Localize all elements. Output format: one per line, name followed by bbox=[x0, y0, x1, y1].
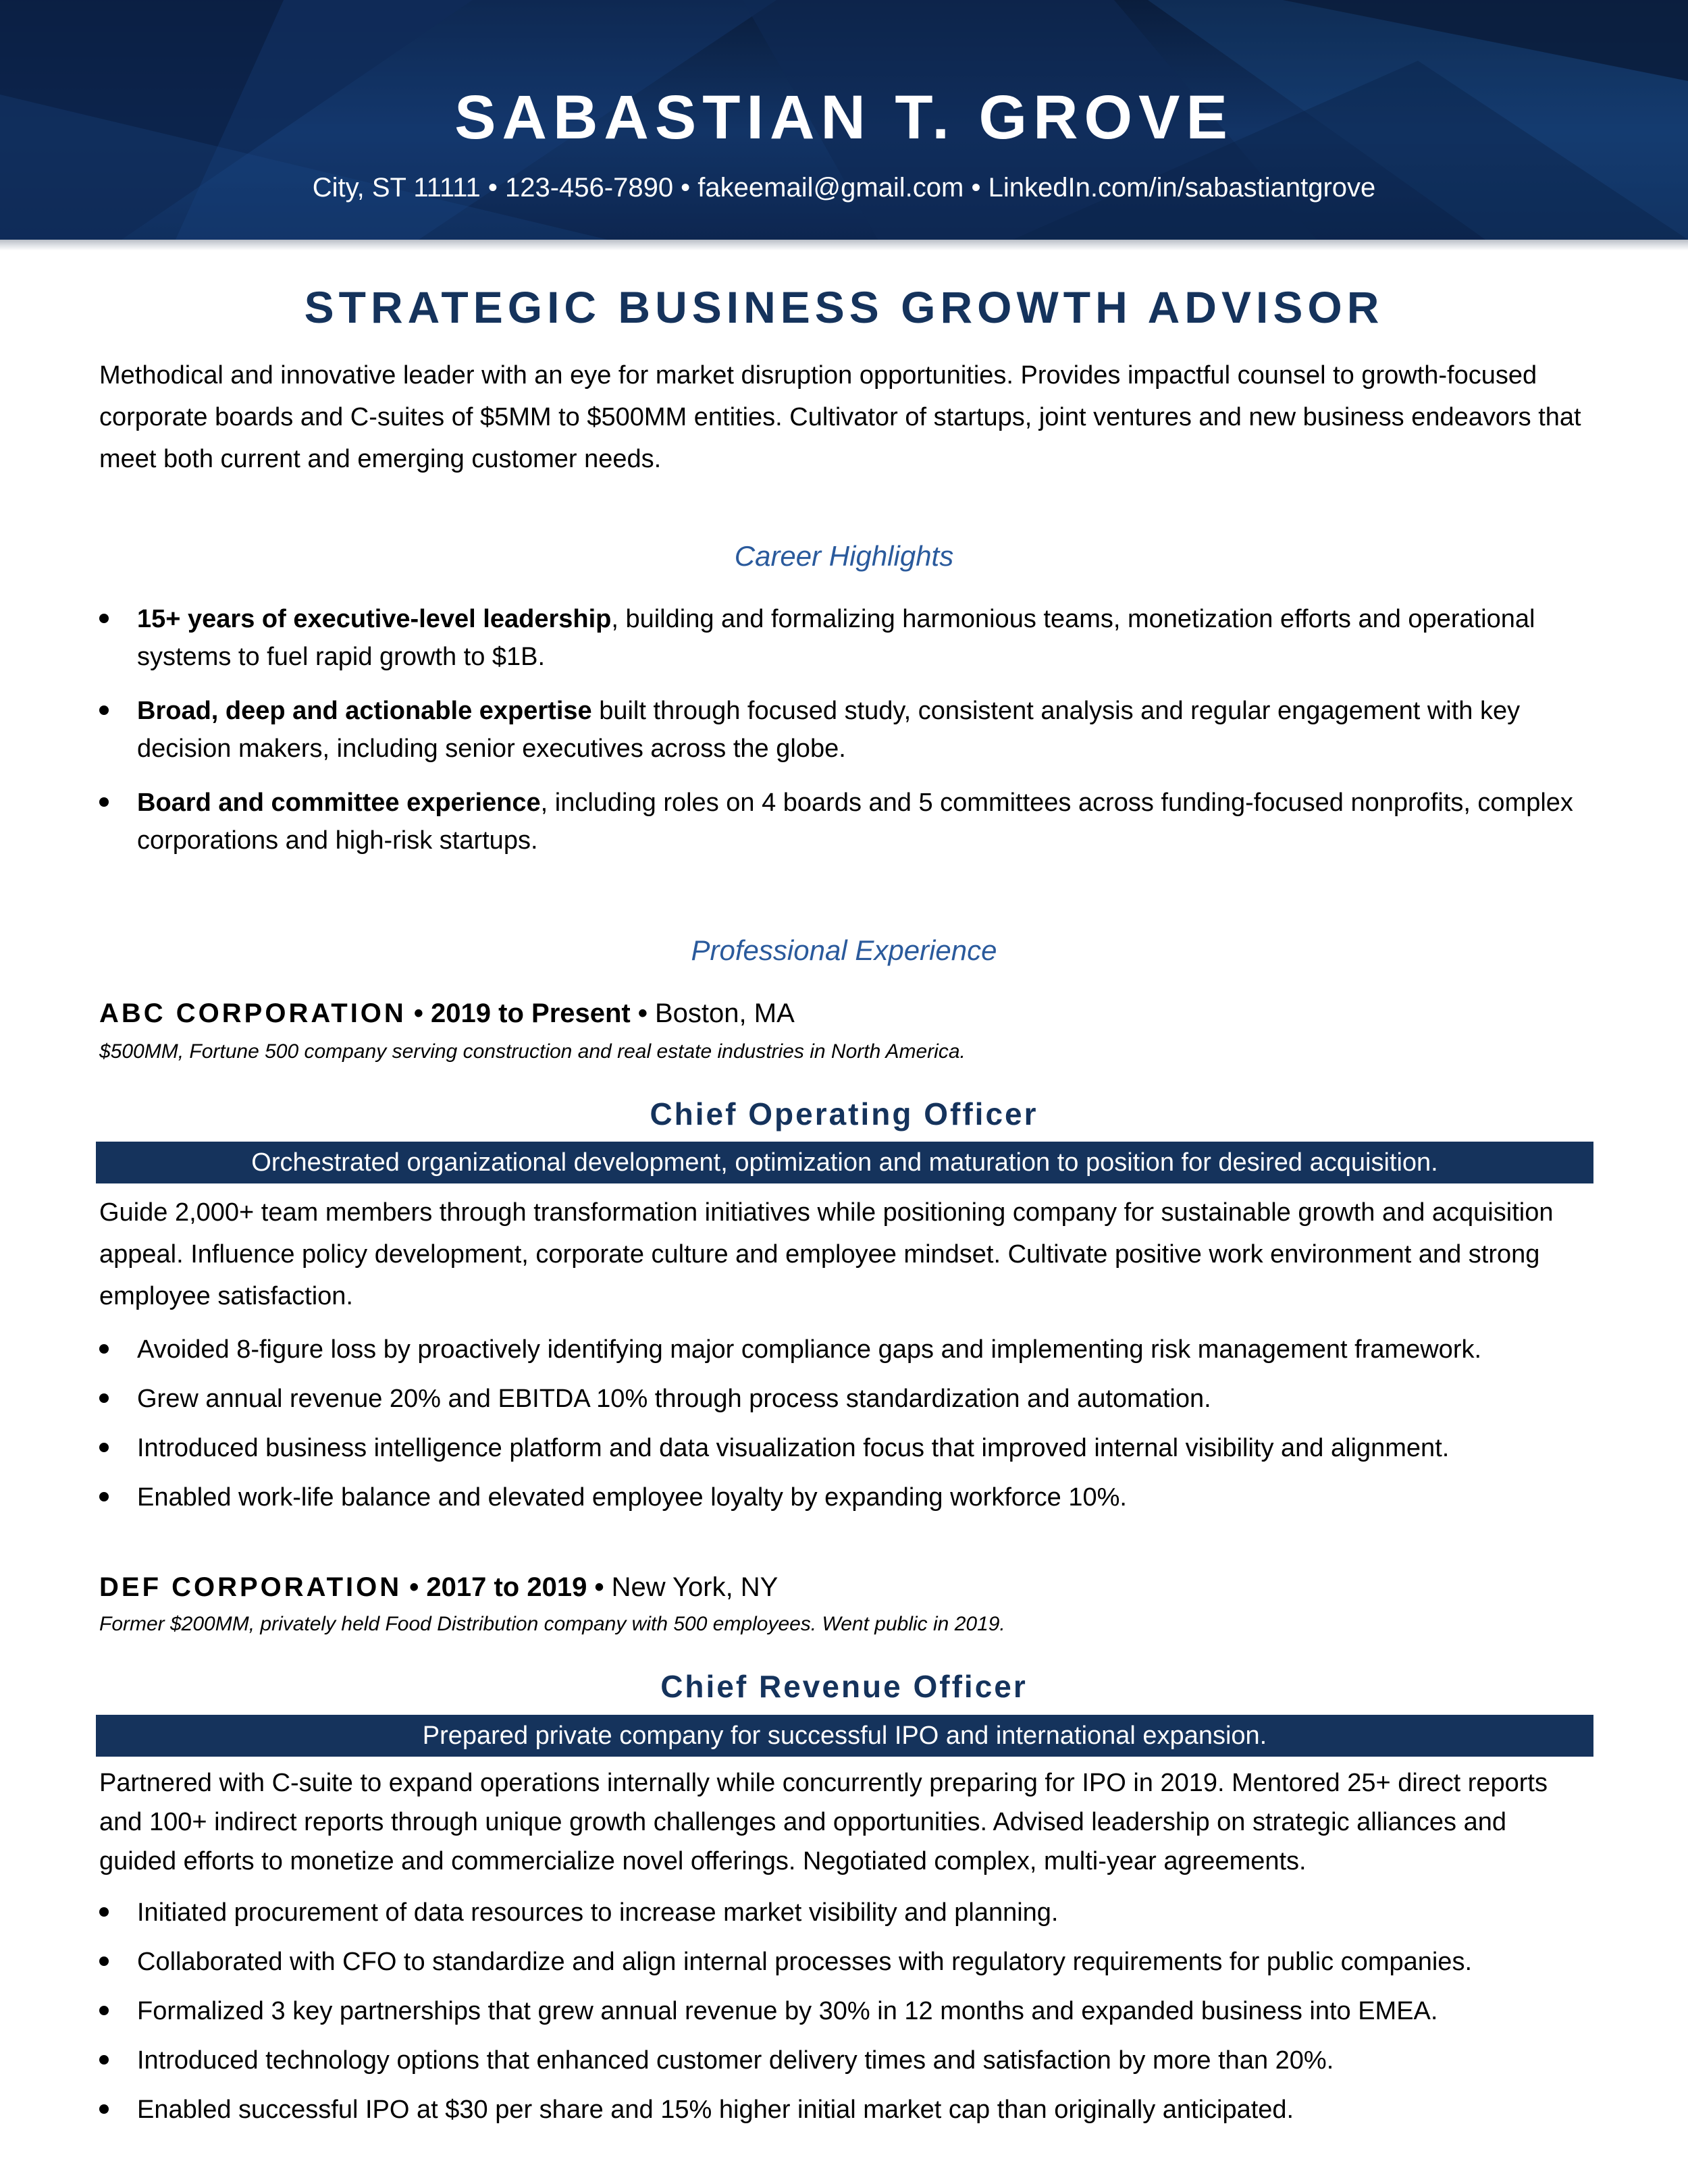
company-description: Former $200MM, privately held Food Distribution company with 500 employees. Went public in 2019. bbox=[99, 1613, 1005, 1635]
highlight-text: , including roles on 4 boards and 5 committees across funding-focused nonprofits, complex corporations and high-risk startups. bbox=[137, 789, 1573, 855]
achievement-item: Formalized 3 key partnerships that grew annual revenue by 30% in 12 months and expanded business into EMEA. bbox=[99, 1992, 1591, 2030]
job-heading: ABC CORPORATION • 2019 to Present • Boston, MA bbox=[99, 998, 795, 1028]
highlight-text: , building and formalizing harmonious teams, monetization efforts and operational systems to fuel rapid growth to $1B. bbox=[137, 605, 1535, 671]
job-dates: 2019 to Present bbox=[431, 998, 631, 1028]
achievement-item: Introduced business intelligence platform and data visualization focus that improved internal visibility and alignment. bbox=[99, 1429, 1591, 1467]
job-location: New York, NY bbox=[611, 1572, 779, 1602]
highlight-bold: Broad, deep and actionable expertise bbox=[137, 697, 592, 725]
career-highlights-list bbox=[99, 600, 1591, 876]
section-title-career-highlights: Career Highlights bbox=[734, 540, 954, 572]
highlight-bold: Board and committee experience bbox=[137, 789, 541, 817]
job-achievements-list bbox=[99, 1331, 1591, 1528]
job-location: Boston, MA bbox=[654, 998, 795, 1028]
achievement-item: Avoided 8-figure loss by proactively identifying major compliance gaps and implementing risk management framework. bbox=[99, 1331, 1591, 1368]
candidate-name: SABASTIAN T. GROVE bbox=[454, 83, 1234, 152]
highlight-item bbox=[99, 692, 1591, 768]
achievement-item: Grew annual revenue 20% and EBITDA 10% through process standardization and automation. bbox=[99, 1380, 1591, 1418]
header-divider bbox=[0, 240, 1688, 250]
achievement-item: Introduced technology options that enhanced customer delivery times and satisfaction by more than 20%. bbox=[99, 2042, 1591, 2079]
achievement-item: Enabled successful IPO at $30 per share and 15% higher initial market cap than originally anticipated. bbox=[99, 2091, 1591, 2129]
job-banner: Prepared private company for successful IPO and international expansion. bbox=[96, 1715, 1593, 1757]
achievement-item: Collaborated with CFO to standardize and align internal processes with regulatory requirements for public companies. bbox=[99, 1943, 1591, 1981]
job-dates: 2017 to 2019 bbox=[426, 1572, 587, 1602]
highlight-bold: 15+ years of executive-level leadership bbox=[137, 605, 612, 633]
achievement-item: Initiated procurement of data resources to increase market visibility and planning. bbox=[99, 1894, 1591, 1932]
highlight-text: built through focused study, consistent analysis and regular engagement with key decision makers, including senior executives across the globe. bbox=[137, 697, 1521, 763]
job-title: Chief Operating Officer bbox=[650, 1096, 1038, 1131]
resume-header bbox=[0, 0, 1688, 240]
achievement-item: Enabled work-life balance and elevated employee loyalty by expanding workforce 10%. bbox=[99, 1479, 1591, 1516]
highlight-item bbox=[99, 600, 1591, 676]
section-title-professional-experience: Professional Experience bbox=[691, 934, 997, 966]
job-achievements-list bbox=[99, 1894, 1591, 2140]
company-name: DEF CORPORATION bbox=[99, 1572, 402, 1602]
highlight-item bbox=[99, 784, 1591, 859]
resume-headline: STRATEGIC BUSINESS GROWTH ADVISOR bbox=[304, 282, 1384, 332]
company-name: ABC CORPORATION bbox=[99, 998, 406, 1028]
job-summary: Guide 2,000+ team members through transformation initiatives while positioning company for sustainable growth and acquisition appeal. Influence policy development, corporate culture and employee mindset. Cultivate positive work environment and strong employee satisfaction. bbox=[99, 1198, 1554, 1310]
job-summary: Partnered with C-suite to expand operations internally while concurrently preparing for IPO in 2019. Mentored 25+ direct reports and 100+ indirect reports through unique growth challenges and opportunities. Advised leadership on strategic alliances and guided efforts to monetize and commercialize novel offerings. Negotiated complex, multi-year agreements. bbox=[99, 1769, 1548, 1875]
contact-line: City, ST 11111 • 123-456-7890 • fakeemail@gmail.com • LinkedIn.com/in/sabastiantgrove bbox=[312, 173, 1376, 203]
company-description: $500MM, Fortune 500 company serving construction and real estate industries in North America. bbox=[99, 1040, 966, 1063]
job-heading: DEF CORPORATION • 2017 to 2019 • New York, NY bbox=[99, 1572, 779, 1602]
job-banner: Orchestrated organizational development, optimization and maturation to position for desired acquisition. bbox=[96, 1142, 1593, 1183]
job-title: Chief Revenue Officer bbox=[660, 1669, 1028, 1704]
professional-summary: Methodical and innovative leader with an eye for market disruption opportunities. Provides impactful counsel to growth-focused corporate boards and C-suites of $5MM to $500MM entities. Cultivator of startups, joint ventures and new business endeavors that meet both current and emerging customer needs. bbox=[99, 361, 1581, 473]
